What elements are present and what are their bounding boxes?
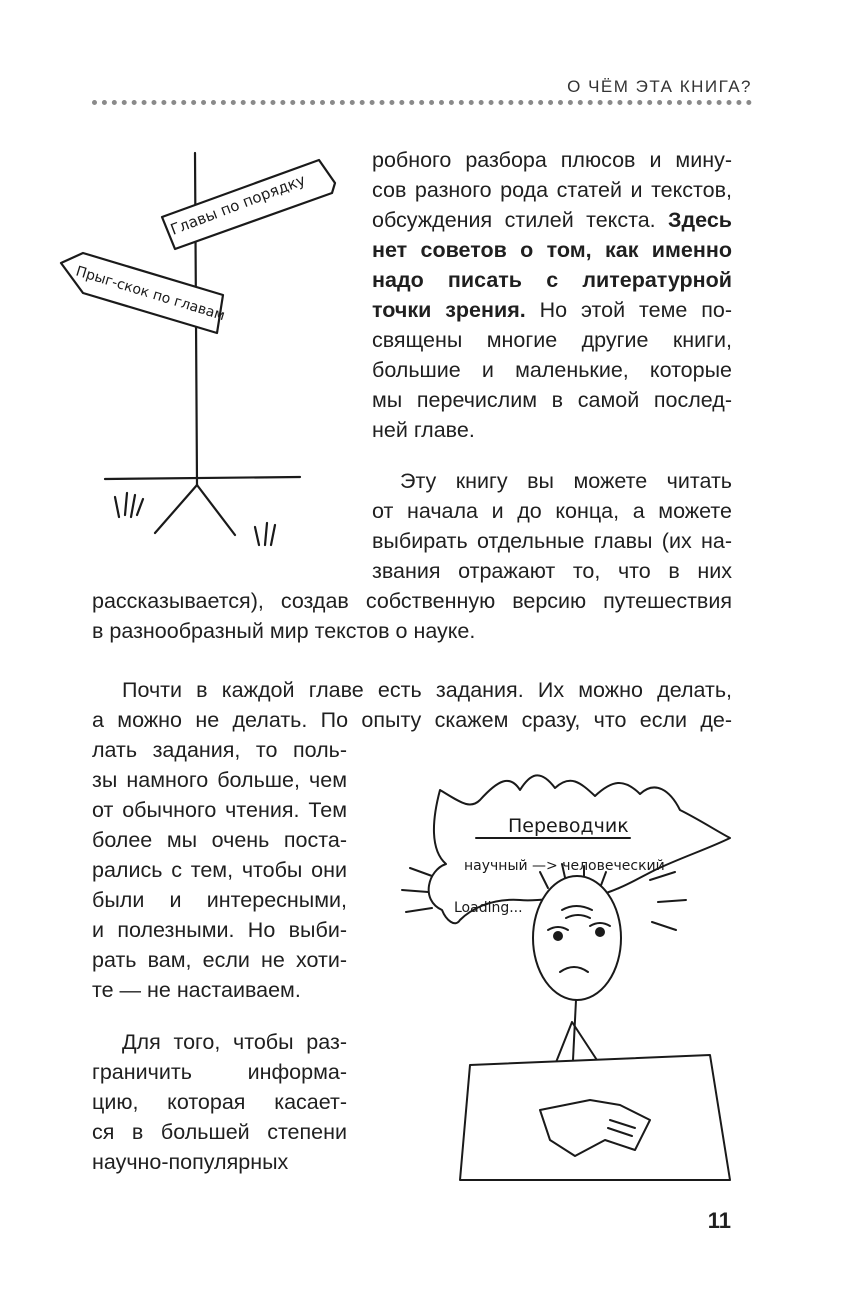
text-line: зы намного больше, чем bbox=[92, 768, 347, 792]
text-line: были и интересными, bbox=[92, 888, 347, 912]
text-line: цию, которая касает- bbox=[92, 1090, 347, 1114]
text-line: научно-популярных bbox=[92, 1150, 289, 1174]
grass-tuft-left bbox=[115, 493, 143, 517]
signpost-illustration bbox=[55, 145, 355, 555]
text-line: Эту книгу вы можете читать bbox=[400, 469, 732, 493]
bold-text: нет советов о том, как именно bbox=[372, 238, 732, 262]
paragraph-tasks-cont bbox=[92, 735, 347, 1005]
paragraph-tasks bbox=[92, 675, 732, 735]
text-line: от обычного чтения. Тем bbox=[92, 798, 347, 822]
paragraph-reading-order-cont bbox=[92, 586, 732, 646]
text-line: ся в большей степени bbox=[92, 1120, 347, 1144]
stress-mark bbox=[650, 872, 686, 930]
sign-1-text: Главы по порядку bbox=[167, 170, 308, 239]
page-number: 11 bbox=[707, 1208, 731, 1233]
text-line: лать задания, то поль- bbox=[92, 738, 347, 762]
eye bbox=[596, 928, 604, 936]
signpost-leg-left bbox=[155, 485, 197, 533]
running-header-title: О ЧЁМ ЭТА КНИГА? bbox=[567, 77, 752, 96]
text-line: ней главе. bbox=[372, 418, 475, 442]
text-line: мы перечислим в самой послед- bbox=[372, 388, 732, 412]
text-line: рались с тем, чтобы они bbox=[92, 858, 347, 882]
text-line: звания отражают то, что в них bbox=[372, 559, 732, 583]
bold-text: Здесь bbox=[668, 208, 732, 232]
text-line: выбирать отдельные главы (их на- bbox=[372, 529, 732, 553]
text-line: рассказывается), создав собственную версию путешествия bbox=[92, 589, 732, 613]
bold-text: точки зрения. bbox=[372, 298, 526, 322]
text-line: те — не настаиваем. bbox=[92, 978, 301, 1002]
header-dotted-rule bbox=[92, 100, 752, 105]
text-line: Почти в каждой главе есть задания. Их можно делать, bbox=[122, 678, 732, 702]
text-line: а можно не делать. По опыту скажем сразу, что если де- bbox=[92, 708, 732, 732]
text-line: Для того, чтобы раз- bbox=[122, 1030, 347, 1054]
text-line: более мы очень поста- bbox=[92, 828, 347, 852]
translator-illustration bbox=[380, 760, 740, 1200]
ground-line bbox=[105, 477, 300, 479]
translator-title: Переводчик bbox=[508, 815, 629, 837]
text-line bbox=[372, 265, 732, 295]
text-line: в разнообразный мир текстов о науке. bbox=[92, 619, 476, 643]
text-line: робного разбора плюсов и мину- bbox=[372, 148, 732, 172]
text-line: обсуждения стилей текста. Здесь bbox=[372, 208, 732, 232]
text-line: сов разного рода статей и текстов, bbox=[372, 178, 732, 202]
paragraph-info bbox=[92, 1027, 347, 1177]
text-line: граничить информа- bbox=[92, 1060, 347, 1084]
text-line: священы многие другие книги, bbox=[372, 328, 732, 352]
bold-text: надо писать с литературной bbox=[372, 268, 732, 292]
text-line bbox=[372, 235, 732, 265]
eye bbox=[554, 932, 562, 940]
signpost-leg-right bbox=[197, 485, 235, 535]
grass-tuft-right bbox=[255, 523, 275, 545]
text-line: рать вам, если не хоти- bbox=[92, 948, 347, 972]
paragraph-reading-order bbox=[372, 466, 732, 586]
paragraph-continuation bbox=[372, 145, 732, 445]
translator-status: Loading... bbox=[454, 900, 523, 916]
text-line: точки зрения. Но этой теме по- bbox=[372, 298, 732, 322]
stress-mark bbox=[402, 868, 432, 912]
text-line: от начала и до конца, а можете bbox=[372, 499, 732, 523]
sign-2-text: Прыг-скок по главам bbox=[73, 263, 227, 325]
running-header bbox=[92, 72, 752, 112]
text-line: и полезными. Но выби- bbox=[92, 918, 347, 942]
translator-direction: научный —> человеческий bbox=[464, 858, 665, 874]
text-line: большие и маленькие, которые bbox=[372, 358, 732, 382]
head bbox=[533, 876, 621, 1000]
